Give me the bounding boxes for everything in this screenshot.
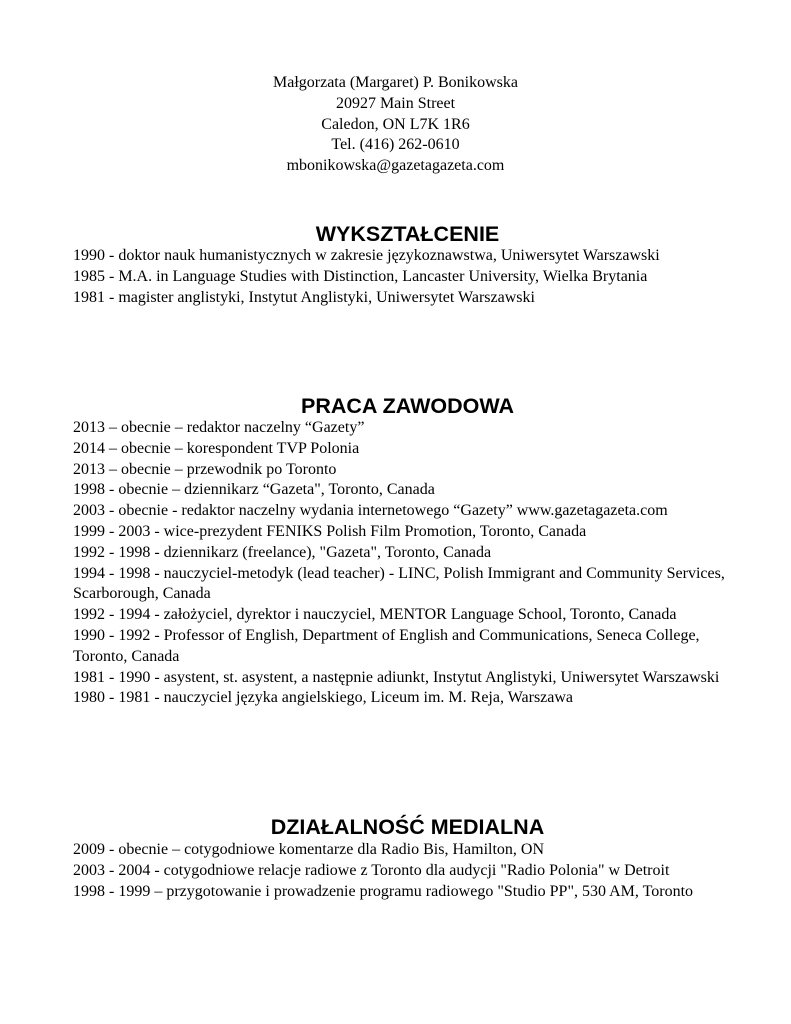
media-entry: 1998 - 1999 – przygotowanie i prowadzenie programu radiowego "Studio PP", 530 AM, Toronto [73,882,694,900]
education-entry: 1990 - doktor nauk humanistycznych w zakresie językoznawstwa, Uniwersytet Warszawski [73,247,660,264]
contact-city: Caledon, ON L7K 1R6 [321,115,470,133]
media-entry: 2003 - 2004 - cotygodniowe relacje radiowe z Toronto dla audycji "Radio Polonia" w Detroit [73,861,670,879]
education-entry: 1981 - magister anglistyki, Instytut Anglistyki, Uniwersytet Warszawski [73,288,535,306]
work-entry: 2003 - obecnie - redaktor naczelny wydania internetowego “Gazety” www.gazetagazeta.com [73,502,668,520]
media-heading: DZIAŁALNOŚĆ MEDIALNA [270,815,545,839]
work-entry: 1980 - 1981 - nauczyciel języka angielskiego, Liceum im. M. Reja, Warszawa [73,689,574,707]
work-entry: 1992 - 1998 - dziennikarz (freelance), "Gazeta", Toronto, Canada [73,543,492,561]
work-entry: 1990 - 1992 - Professor of English, Department of English and Communications, Seneca College, Toronto, Canada [73,626,700,665]
education-heading: WYKSZTAŁCENIE [315,222,500,246]
education-list [73,246,733,308]
work-entry: 2013 – obecnie – przewodnik po Toronto [73,460,337,478]
work-entry: 2014 – obecnie – korespondent TVP Polonia [73,439,360,457]
contact-name: Małgorzata (Margaret) P. Bonikowska [273,74,518,91]
contact-phone: Tel. (416) 262-0610 [331,136,460,154]
education-entry: 1985 - M.A. in Language Studies with Distinction, Lancaster University, Wielka Brytania [73,267,648,285]
media-entry: 2009 - obecnie – cotygodniowe komentarze dla Radio Bis, Hamilton, ON [73,841,545,858]
work-heading: PRACA ZAWODOWA [301,394,514,418]
work-entry: 2013 – obecnie – redaktor naczelny “Gazety” [73,419,365,436]
work-entry: 1999 - 2003 - wice-prezydent FENIKS Polish Film Promotion, Toronto, Canada [73,522,587,540]
work-list [73,418,733,709]
work-entry: 1992 - 1994 - założyciel, dyrektor i nauczyciel, MENTOR Language School, Toronto, Canada [73,606,677,624]
work-entry: 1981 - 1990 - asystent, st. asystent, a następnie adiunkt, Instytut Anglistyki, Uniwersytet Warszawski [73,668,720,686]
work-entry: 1998 - obecnie – dziennikarz “Gazeta", Toronto, Canada [73,481,435,499]
contact-block [0,73,791,177]
contact-street: 20927 Main Street [335,94,456,112]
contact-email: mbonikowska@gazetagazeta.com [286,157,505,175]
work-entry: 1994 - 1998 - nauczyciel-metodyk (lead teacher) - LINC, Polish Immigrant and Community Services, Scarborough, Canada [73,564,725,603]
media-list [73,840,733,902]
